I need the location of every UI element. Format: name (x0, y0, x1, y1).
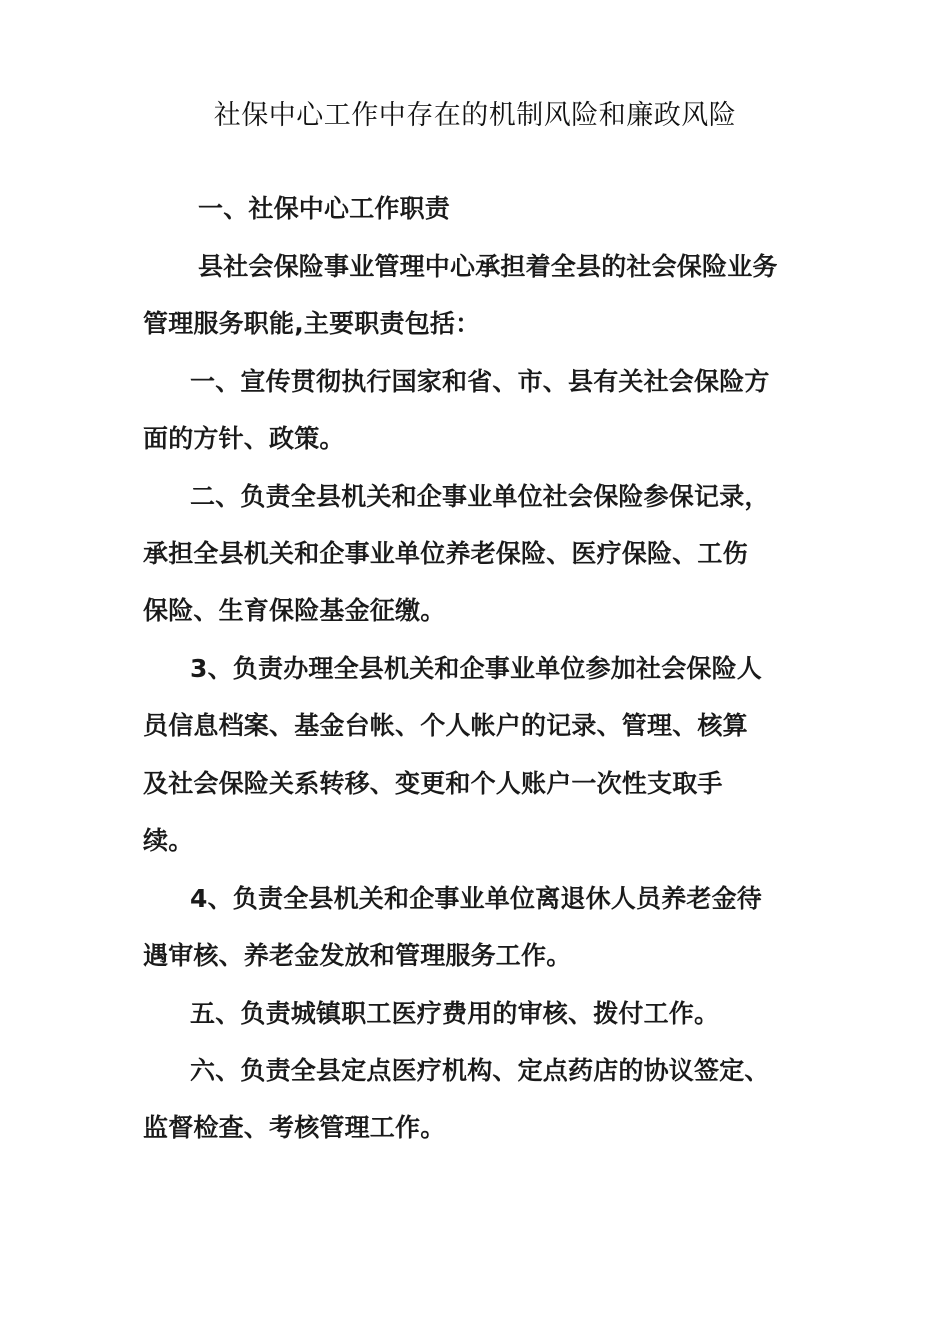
item-3-line-2: 员信息档案、基金台帐、个人帐户的记录、管理、核算 (143, 711, 748, 740)
item-2-line-3: 保险、生育保险基金征缴。 (143, 596, 446, 625)
item-1-line-2: 面的方针、政策。 (143, 424, 345, 453)
item-2-line-2: 承担全县机关和企事业单位养老保险、医疗保险、工伤 (143, 539, 748, 568)
item-1-line-1: 一、宣传贯彻执行国家和省、市、县有关社会保险方 (190, 367, 770, 396)
item-6-line-1: 六、负责全县定点医疗机构、定点药店的协议签定、 (190, 1056, 770, 1085)
item-4-line-2: 遇审核、养老金发放和管理服务工作。 (143, 941, 572, 970)
item-5-line-1: 五、负责城镇职工医疗费用的审核、拨付工作。 (190, 999, 720, 1028)
item-4-line-1: 4、负责全县机关和企事业单位离退休人员养老金待 (190, 884, 762, 913)
item-3-line-4: 续。 (143, 826, 194, 855)
item-3-line-1: 3、负责办理全县机关和企事业单位参加社会保险人 (190, 654, 762, 683)
item-6-line-2: 监督检查、考核管理工作。 (143, 1113, 446, 1142)
document-title: 社保中心工作中存在的机制风险和廉政风险 (213, 100, 737, 131)
intro-line-2: 管理服务职能,主要职责包括： (143, 309, 481, 338)
item-2-line-1: 二、负责全县机关和企事业单位社会保险参保记录， (190, 482, 770, 511)
section-heading: 一、社保中心工作职责 (198, 194, 451, 223)
item-3-line-3: 及社会保险关系转移、变更和个人账户一次性支取手 (143, 769, 723, 798)
intro-line-1: 县社会保险事业管理中心承担着全县的社会保险业务 (198, 252, 778, 281)
